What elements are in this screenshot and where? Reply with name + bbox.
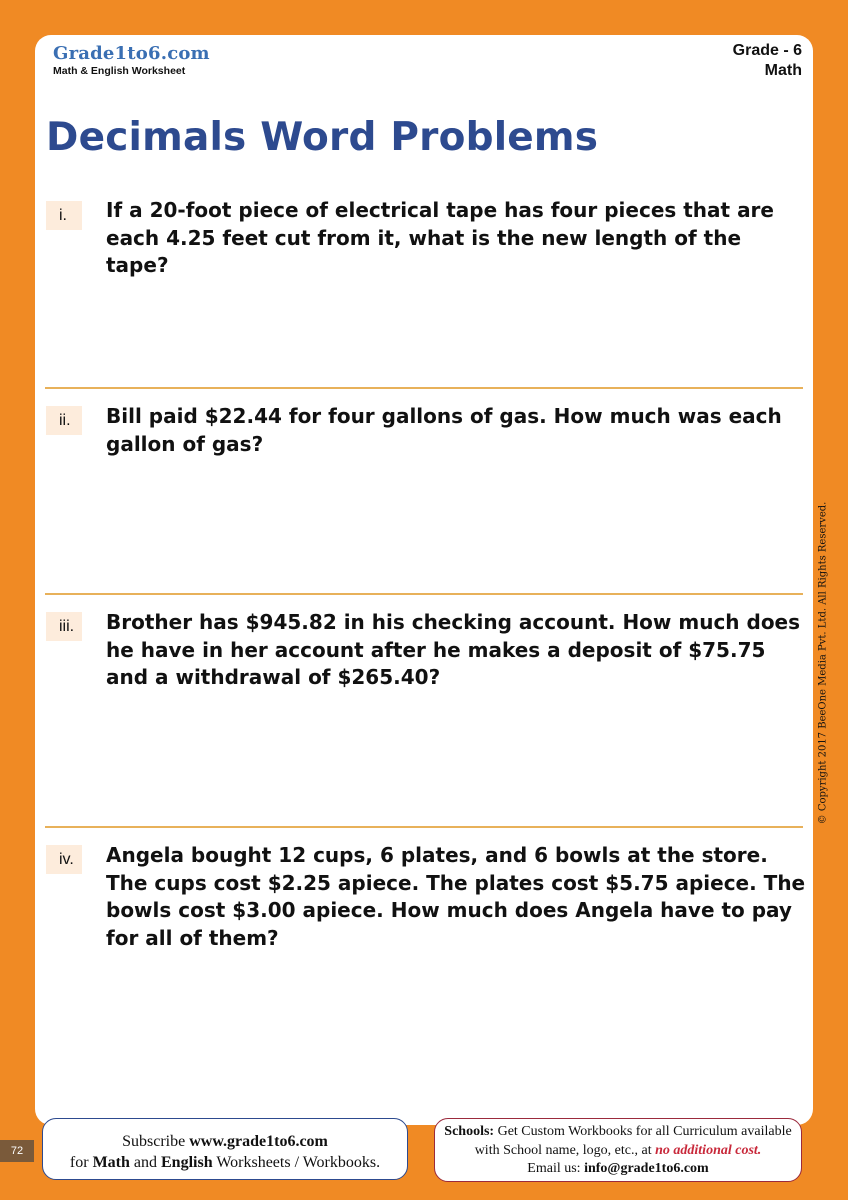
schools-box: [434, 1118, 802, 1182]
subscribe-line: [43, 1131, 407, 1152]
brand-tagline: Math & English Worksheet: [53, 65, 186, 77]
subscribe-box: [42, 1118, 408, 1180]
schools-label: Schools:: [444, 1124, 495, 1139]
question-number: i.: [46, 201, 82, 230]
copyright-notice: © Copyright 2017 BeeOne Media Pvt. Ltd. All Rights Reserved.: [817, 501, 829, 825]
schools-text-1: Get Custom Workbooks for all Curriculum available: [497, 1124, 792, 1139]
question-text: Brother has $945.82 in his checking account. How much does he have in her account after he makes a deposit of $75.75 and a withdrawal of $265.40?: [106, 610, 801, 689]
subscribe-subline: [43, 1152, 407, 1173]
schools-line-1: [435, 1123, 801, 1142]
schools-text-2: with School name, logo, etc., at: [474, 1142, 652, 1158]
subscribe-text: Subscribe: [122, 1133, 186, 1150]
email-label: Email us:: [527, 1161, 581, 1176]
brand-logo: [53, 43, 210, 77]
divider: [45, 387, 803, 389]
divider: [45, 593, 803, 595]
question-number: iv.: [46, 845, 82, 874]
worksheet-page: [35, 35, 813, 1125]
divider: [45, 826, 803, 828]
math-text: Math: [92, 1154, 130, 1171]
schools-line-2: [435, 1142, 801, 1161]
english-text: English: [161, 1154, 213, 1171]
grade-subject-label: [733, 41, 802, 81]
worksheets-text: Worksheets / Workbooks.: [216, 1154, 381, 1171]
subscribe-link[interactable]: www.grade1to6.com: [189, 1133, 328, 1150]
question-text: Angela bought 12 cups, 6 plates, and 6 bowls at the store. The cups cost $2.25 apiece. The plates cost $5.75 apiece. The bowls cost $3.00 apiece. How much does Angela have to pay for all of them?: [106, 843, 806, 950]
question-number: ii.: [46, 406, 82, 435]
subject-label: Math: [764, 62, 802, 79]
question-number: iii.: [46, 612, 82, 641]
schools-line-3: [435, 1160, 801, 1179]
email-link[interactable]: info@grade1to6.com: [584, 1161, 709, 1176]
question-text: Bill paid $22.44 for four gallons of gas. How much was each gallon of gas?: [106, 404, 782, 456]
and-text: and: [133, 1154, 157, 1171]
question-text: If a 20-foot piece of electrical tape has four pieces that are each 4.25 feet cut from it, what is the new length of the tape?: [106, 198, 774, 277]
page-number: 72: [0, 1140, 34, 1162]
grade-label: Grade - 6: [732, 42, 802, 59]
no-cost-note: no additional cost.: [655, 1142, 762, 1158]
page-title: Decimals Word Problems: [46, 115, 599, 160]
brand-name: Grade1to6.com: [53, 43, 210, 64]
for-text: for: [69, 1154, 89, 1171]
